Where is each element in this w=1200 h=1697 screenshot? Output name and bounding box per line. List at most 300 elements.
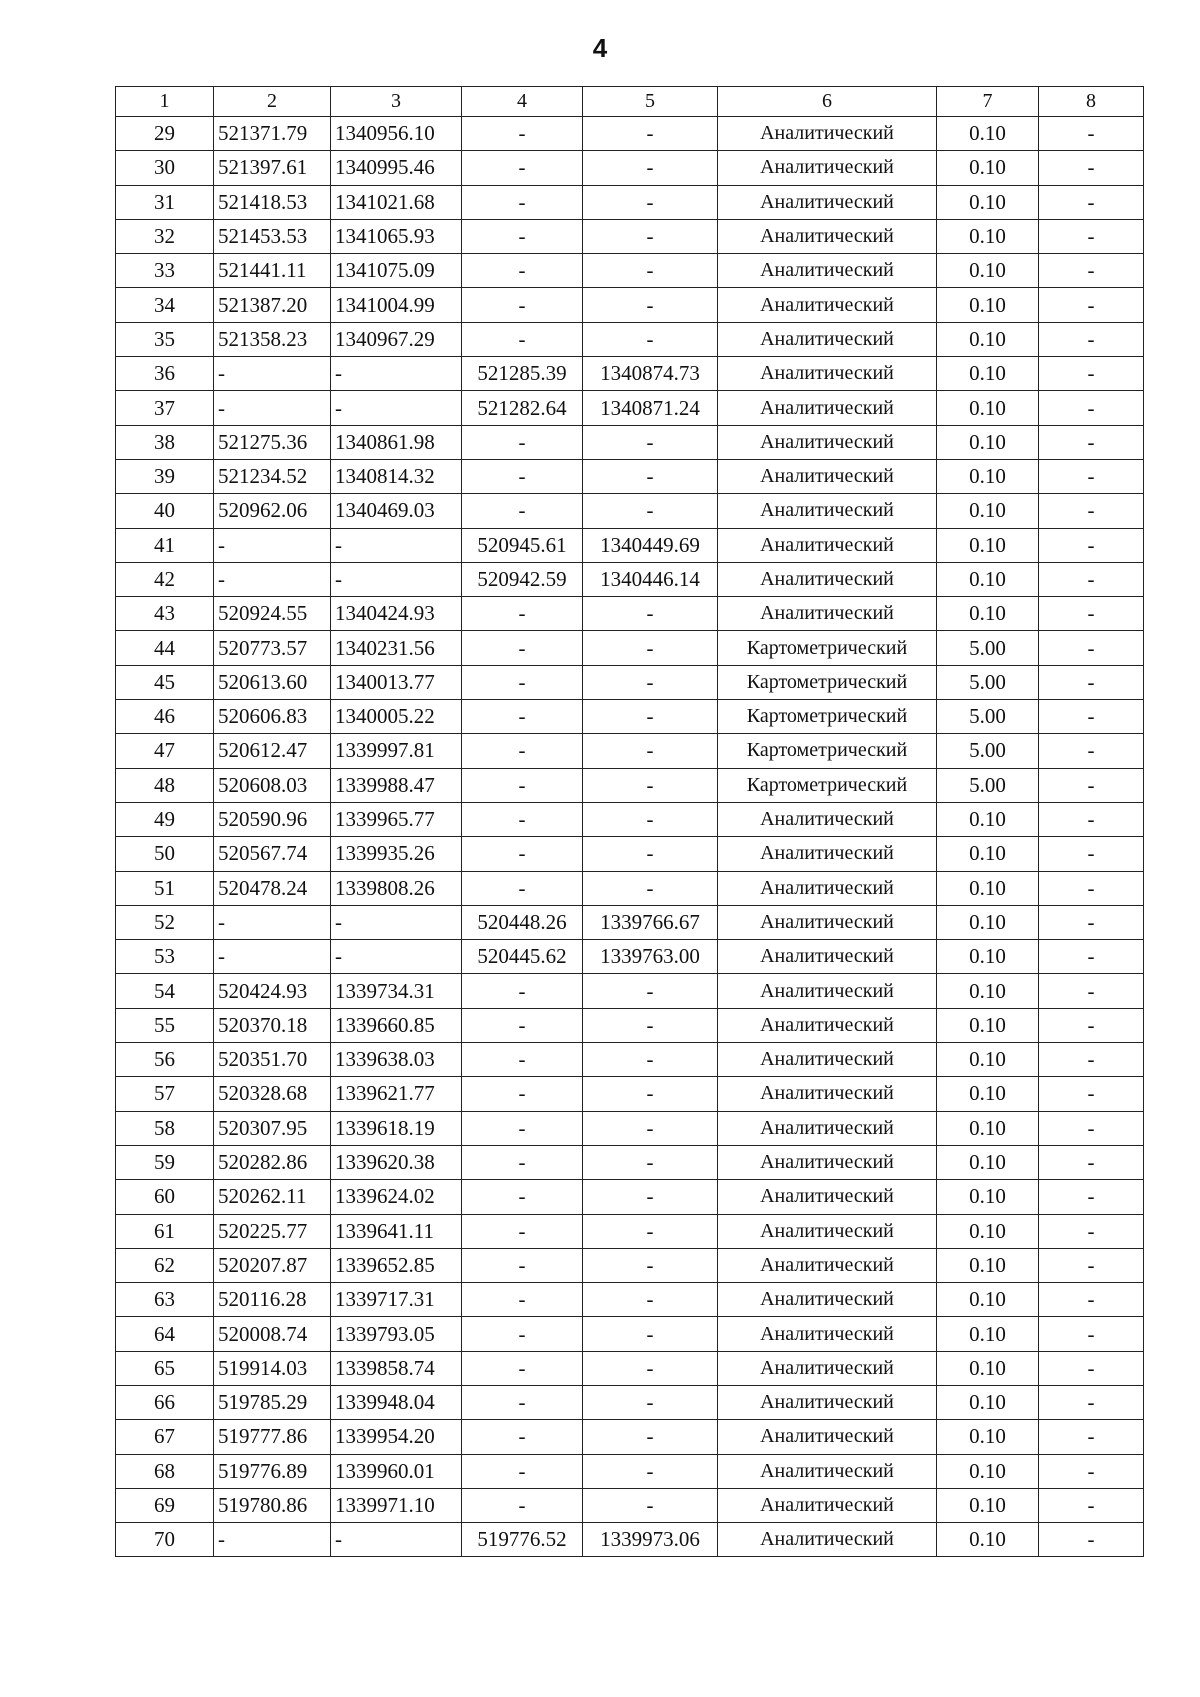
cell-accuracy: 0.10 <box>937 357 1039 391</box>
cell-point-number: 65 <box>116 1351 214 1385</box>
cell-method: Аналитический <box>718 1008 937 1042</box>
page-number: 4 <box>592 33 608 63</box>
cell-accuracy: 0.10 <box>937 1523 1039 1557</box>
cell-y-new: - <box>583 288 718 322</box>
cell-y-new: - <box>583 1077 718 1111</box>
cell-point-number: 35 <box>116 322 214 356</box>
cell-x-old: 521441.11 <box>214 254 331 288</box>
cell-accuracy: 0.10 <box>937 459 1039 493</box>
cell-description: - <box>1039 1214 1144 1248</box>
cell-x-new: - <box>462 665 583 699</box>
table-row <box>116 734 1144 768</box>
cell-y-new: - <box>583 425 718 459</box>
cell-description: - <box>1039 322 1144 356</box>
cell-method: Аналитический <box>718 288 937 322</box>
cell-description: - <box>1039 734 1144 768</box>
table-row <box>116 117 1144 151</box>
table-row <box>116 1385 1144 1419</box>
cell-x-old: 520282.86 <box>214 1145 331 1179</box>
cell-description: - <box>1039 151 1144 185</box>
cell-x-new: - <box>462 1317 583 1351</box>
cell-y-old: 1339935.26 <box>331 837 462 871</box>
table-row <box>116 528 1144 562</box>
cell-point-number: 29 <box>116 117 214 151</box>
cell-method: Аналитический <box>718 871 937 905</box>
cell-y-new: - <box>583 1454 718 1488</box>
table-row <box>116 1351 1144 1385</box>
cell-method: Аналитический <box>718 219 937 253</box>
cell-point-number: 54 <box>116 974 214 1008</box>
cell-x-old: 519776.89 <box>214 1454 331 1488</box>
cell-accuracy: 0.10 <box>937 185 1039 219</box>
cell-point-number: 36 <box>116 357 214 391</box>
cell-x-old: 520567.74 <box>214 837 331 871</box>
cell-point-number: 52 <box>116 905 214 939</box>
cell-description: - <box>1039 1145 1144 1179</box>
cell-method: Аналитический <box>718 459 937 493</box>
cell-x-new: - <box>462 1248 583 1282</box>
cell-x-new: 521282.64 <box>462 391 583 425</box>
cell-x-new: - <box>462 288 583 322</box>
cell-x-new: - <box>462 1111 583 1145</box>
cell-y-old: 1339965.77 <box>331 802 462 836</box>
cell-x-new: 521285.39 <box>462 357 583 391</box>
cell-x-new: - <box>462 1420 583 1454</box>
cell-y-new: - <box>583 1385 718 1419</box>
cell-method: Аналитический <box>718 562 937 596</box>
cell-point-number: 66 <box>116 1385 214 1419</box>
table-row <box>116 1180 1144 1214</box>
cell-method: Картометрический <box>718 665 937 699</box>
cell-method: Аналитический <box>718 1488 937 1522</box>
cell-accuracy: 0.10 <box>937 871 1039 905</box>
cell-point-number: 37 <box>116 391 214 425</box>
cell-x-new: - <box>462 322 583 356</box>
cell-x-old: 520008.74 <box>214 1317 331 1351</box>
cell-y-new: - <box>583 1043 718 1077</box>
cell-y-old: 1341075.09 <box>331 254 462 288</box>
cell-accuracy: 0.10 <box>937 1077 1039 1111</box>
cell-accuracy: 0.10 <box>937 288 1039 322</box>
cell-y-old: 1339997.81 <box>331 734 462 768</box>
cell-y-new: 1339766.67 <box>583 905 718 939</box>
cell-y-new: - <box>583 631 718 665</box>
cell-x-new: - <box>462 117 583 151</box>
cell-y-old: 1340231.56 <box>331 631 462 665</box>
cell-y-old: 1340967.29 <box>331 322 462 356</box>
cell-description: - <box>1039 1385 1144 1419</box>
cell-method: Аналитический <box>718 837 937 871</box>
cell-x-new: - <box>462 425 583 459</box>
cell-description: - <box>1039 459 1144 493</box>
cell-point-number: 69 <box>116 1488 214 1522</box>
cell-x-new: - <box>462 802 583 836</box>
cell-method: Аналитический <box>718 1180 937 1214</box>
cell-y-old: - <box>331 940 462 974</box>
cell-description: - <box>1039 1077 1144 1111</box>
cell-accuracy: 0.10 <box>937 562 1039 596</box>
table-row <box>116 597 1144 631</box>
cell-method: Аналитический <box>718 1454 937 1488</box>
cell-accuracy: 0.10 <box>937 1111 1039 1145</box>
cell-point-number: 31 <box>116 185 214 219</box>
cell-description: - <box>1039 1351 1144 1385</box>
table-row <box>116 1077 1144 1111</box>
cell-x-old: 521387.20 <box>214 288 331 322</box>
cell-y-new: 1339973.06 <box>583 1523 718 1557</box>
cell-description: - <box>1039 1180 1144 1214</box>
cell-method: Аналитический <box>718 940 937 974</box>
cell-x-old: 520590.96 <box>214 802 331 836</box>
table-row <box>116 1043 1144 1077</box>
table-row <box>116 1283 1144 1317</box>
cell-y-new: 1340871.24 <box>583 391 718 425</box>
cell-x-old: - <box>214 905 331 939</box>
table-row <box>116 974 1144 1008</box>
cell-accuracy: 0.10 <box>937 837 1039 871</box>
cell-method: Аналитический <box>718 494 937 528</box>
cell-x-old: - <box>214 940 331 974</box>
cell-y-old: - <box>331 528 462 562</box>
cell-accuracy: 0.10 <box>937 219 1039 253</box>
cell-point-number: 51 <box>116 871 214 905</box>
cell-description: - <box>1039 1420 1144 1454</box>
cell-method: Аналитический <box>718 1145 937 1179</box>
cell-x-new: - <box>462 1145 583 1179</box>
cell-accuracy: 0.10 <box>937 1317 1039 1351</box>
cell-method: Аналитический <box>718 117 937 151</box>
cell-description: - <box>1039 1008 1144 1042</box>
cell-point-number: 40 <box>116 494 214 528</box>
cell-accuracy: 0.10 <box>937 1420 1039 1454</box>
cell-point-number: 56 <box>116 1043 214 1077</box>
cell-description: - <box>1039 768 1144 802</box>
cell-x-new: - <box>462 871 583 905</box>
column-header: 6 <box>718 87 937 117</box>
cell-point-number: 47 <box>116 734 214 768</box>
cell-x-old: 520207.87 <box>214 1248 331 1282</box>
cell-accuracy: 0.10 <box>937 1214 1039 1248</box>
cell-y-old: - <box>331 391 462 425</box>
cell-y-new: - <box>583 185 718 219</box>
cell-accuracy: 5.00 <box>937 768 1039 802</box>
cell-description: - <box>1039 1488 1144 1522</box>
cell-y-new: - <box>583 1145 718 1179</box>
cell-accuracy: 5.00 <box>937 665 1039 699</box>
cell-method: Картометрический <box>718 768 937 802</box>
cell-y-old: 1339638.03 <box>331 1043 462 1077</box>
cell-method: Картометрический <box>718 631 937 665</box>
cell-y-old: 1339621.77 <box>331 1077 462 1111</box>
cell-description: - <box>1039 700 1144 734</box>
cell-x-new: - <box>462 185 583 219</box>
cell-y-old: 1339660.85 <box>331 1008 462 1042</box>
cell-point-number: 62 <box>116 1248 214 1282</box>
column-header: 3 <box>331 87 462 117</box>
cell-point-number: 33 <box>116 254 214 288</box>
cell-y-new: - <box>583 1008 718 1042</box>
cell-method: Аналитический <box>718 254 937 288</box>
table-row <box>116 1523 1144 1557</box>
cell-x-new: - <box>462 1077 583 1111</box>
cell-y-new: - <box>583 117 718 151</box>
cell-accuracy: 0.10 <box>937 905 1039 939</box>
table-row <box>116 1214 1144 1248</box>
cell-x-old: - <box>214 562 331 596</box>
cell-description: - <box>1039 219 1144 253</box>
cell-y-old: 1339652.85 <box>331 1248 462 1282</box>
cell-x-old: 519777.86 <box>214 1420 331 1454</box>
cell-y-old: - <box>331 1523 462 1557</box>
cell-y-old: 1339971.10 <box>331 1488 462 1522</box>
cell-accuracy: 0.10 <box>937 802 1039 836</box>
cell-description: - <box>1039 288 1144 322</box>
cell-x-new: - <box>462 1385 583 1419</box>
cell-accuracy: 0.10 <box>937 1248 1039 1282</box>
cell-x-old: - <box>214 357 331 391</box>
cell-description: - <box>1039 974 1144 1008</box>
coordinates-table <box>115 86 1144 1557</box>
table-row <box>116 151 1144 185</box>
cell-method: Аналитический <box>718 597 937 631</box>
cell-y-new: - <box>583 494 718 528</box>
cell-y-new: - <box>583 768 718 802</box>
cell-y-new: - <box>583 802 718 836</box>
table-row <box>116 905 1144 939</box>
cell-y-old: 1339717.31 <box>331 1283 462 1317</box>
cell-description: - <box>1039 802 1144 836</box>
cell-y-old: - <box>331 905 462 939</box>
cell-y-old: 1340995.46 <box>331 151 462 185</box>
cell-method: Аналитический <box>718 802 937 836</box>
column-header: 1 <box>116 87 214 117</box>
cell-x-old: 519785.29 <box>214 1385 331 1419</box>
cell-accuracy: 0.10 <box>937 322 1039 356</box>
cell-x-new: 520945.61 <box>462 528 583 562</box>
cell-x-new: - <box>462 1488 583 1522</box>
cell-description: - <box>1039 1248 1144 1282</box>
cell-x-old: 520370.18 <box>214 1008 331 1042</box>
cell-method: Аналитический <box>718 357 937 391</box>
cell-point-number: 46 <box>116 700 214 734</box>
column-header: 5 <box>583 87 718 117</box>
table-row <box>116 357 1144 391</box>
cell-x-old: 520606.83 <box>214 700 331 734</box>
cell-y-old: 1339988.47 <box>331 768 462 802</box>
cell-x-old: 520962.06 <box>214 494 331 528</box>
cell-method: Аналитический <box>718 322 937 356</box>
cell-accuracy: 0.10 <box>937 1043 1039 1077</box>
cell-point-number: 55 <box>116 1008 214 1042</box>
cell-description: - <box>1039 117 1144 151</box>
cell-point-number: 44 <box>116 631 214 665</box>
cell-method: Аналитический <box>718 528 937 562</box>
cell-x-old: 521397.61 <box>214 151 331 185</box>
cell-description: - <box>1039 837 1144 871</box>
table-row <box>116 1454 1144 1488</box>
cell-x-new: - <box>462 1351 583 1385</box>
cell-point-number: 53 <box>116 940 214 974</box>
cell-y-new: 1339763.00 <box>583 940 718 974</box>
table-row <box>116 322 1144 356</box>
cell-y-new: - <box>583 322 718 356</box>
cell-accuracy: 0.10 <box>937 494 1039 528</box>
cell-y-new: - <box>583 151 718 185</box>
cell-y-old: 1339948.04 <box>331 1385 462 1419</box>
cell-x-old: 520478.24 <box>214 871 331 905</box>
table-row <box>116 1008 1144 1042</box>
cell-y-new: - <box>583 254 718 288</box>
table-row <box>116 459 1144 493</box>
cell-y-new: - <box>583 597 718 631</box>
cell-accuracy: 0.10 <box>937 391 1039 425</box>
cell-y-new: - <box>583 700 718 734</box>
table-row <box>116 1248 1144 1282</box>
table-row <box>116 1488 1144 1522</box>
cell-point-number: 30 <box>116 151 214 185</box>
cell-x-old: 521234.52 <box>214 459 331 493</box>
cell-x-old: 520613.60 <box>214 665 331 699</box>
cell-description: - <box>1039 1317 1144 1351</box>
cell-x-old: 520225.77 <box>214 1214 331 1248</box>
cell-description: - <box>1039 1523 1144 1557</box>
cell-point-number: 32 <box>116 219 214 253</box>
cell-description: - <box>1039 254 1144 288</box>
cell-x-old: 521418.53 <box>214 185 331 219</box>
cell-point-number: 68 <box>116 1454 214 1488</box>
cell-method: Аналитический <box>718 1351 937 1385</box>
cell-point-number: 41 <box>116 528 214 562</box>
cell-y-new: - <box>583 1488 718 1522</box>
table-row <box>116 1420 1144 1454</box>
cell-x-new: 520942.59 <box>462 562 583 596</box>
cell-method: Аналитический <box>718 185 937 219</box>
cell-point-number: 64 <box>116 1317 214 1351</box>
cell-x-new: - <box>462 837 583 871</box>
table-row <box>116 1317 1144 1351</box>
table-body <box>116 117 1144 1557</box>
table-row <box>116 494 1144 528</box>
cell-point-number: 58 <box>116 1111 214 1145</box>
cell-y-old: - <box>331 562 462 596</box>
cell-x-old: 520424.93 <box>214 974 331 1008</box>
cell-x-new: - <box>462 219 583 253</box>
cell-y-new: - <box>583 734 718 768</box>
cell-description: - <box>1039 1454 1144 1488</box>
cell-x-old: - <box>214 1523 331 1557</box>
cell-y-old: 1339620.38 <box>331 1145 462 1179</box>
cell-y-new: - <box>583 1317 718 1351</box>
cell-method: Аналитический <box>718 1043 937 1077</box>
cell-y-new: - <box>583 837 718 871</box>
cell-x-old: 521358.23 <box>214 322 331 356</box>
table-row <box>116 665 1144 699</box>
cell-point-number: 45 <box>116 665 214 699</box>
cell-accuracy: 0.10 <box>937 1454 1039 1488</box>
cell-description: - <box>1039 597 1144 631</box>
cell-x-new: 519776.52 <box>462 1523 583 1557</box>
table-row <box>116 700 1144 734</box>
cell-x-old: - <box>214 528 331 562</box>
cell-y-new: 1340446.14 <box>583 562 718 596</box>
cell-x-new: - <box>462 1008 583 1042</box>
cell-description: - <box>1039 1043 1144 1077</box>
cell-x-old: 521371.79 <box>214 117 331 151</box>
cell-accuracy: 0.10 <box>937 1283 1039 1317</box>
cell-point-number: 38 <box>116 425 214 459</box>
cell-x-new: - <box>462 1454 583 1488</box>
cell-x-new: 520445.62 <box>462 940 583 974</box>
cell-description: - <box>1039 631 1144 665</box>
cell-description: - <box>1039 357 1144 391</box>
cell-y-old: 1340013.77 <box>331 665 462 699</box>
cell-y-old: 1339618.19 <box>331 1111 462 1145</box>
cell-accuracy: 0.10 <box>937 151 1039 185</box>
cell-description: - <box>1039 494 1144 528</box>
cell-x-old: 520351.70 <box>214 1043 331 1077</box>
cell-point-number: 70 <box>116 1523 214 1557</box>
cell-y-new: 1340449.69 <box>583 528 718 562</box>
cell-method: Картометрический <box>718 734 937 768</box>
cell-accuracy: 0.10 <box>937 254 1039 288</box>
cell-x-new: - <box>462 631 583 665</box>
cell-x-old: 520307.95 <box>214 1111 331 1145</box>
column-header: 8 <box>1039 87 1144 117</box>
cell-x-new: - <box>462 254 583 288</box>
cell-x-new: - <box>462 597 583 631</box>
cell-y-new: - <box>583 1180 718 1214</box>
cell-accuracy: 5.00 <box>937 700 1039 734</box>
cell-x-old: 521275.36 <box>214 425 331 459</box>
cell-method: Аналитический <box>718 1111 937 1145</box>
cell-y-old: 1340861.98 <box>331 425 462 459</box>
cell-accuracy: 0.10 <box>937 1488 1039 1522</box>
cell-point-number: 39 <box>116 459 214 493</box>
cell-y-new: - <box>583 219 718 253</box>
table-row <box>116 185 1144 219</box>
cell-method: Аналитический <box>718 974 937 1008</box>
cell-x-old: 520328.68 <box>214 1077 331 1111</box>
cell-method: Аналитический <box>718 425 937 459</box>
table-row <box>116 562 1144 596</box>
cell-description: - <box>1039 665 1144 699</box>
cell-x-new: - <box>462 459 583 493</box>
table-row <box>116 1111 1144 1145</box>
cell-y-old: 1339793.05 <box>331 1317 462 1351</box>
cell-point-number: 63 <box>116 1283 214 1317</box>
cell-x-old: - <box>214 391 331 425</box>
cell-accuracy: 0.10 <box>937 597 1039 631</box>
table-row <box>116 391 1144 425</box>
cell-point-number: 42 <box>116 562 214 596</box>
cell-point-number: 48 <box>116 768 214 802</box>
cell-y-old: 1339858.74 <box>331 1351 462 1385</box>
cell-y-old: 1339734.31 <box>331 974 462 1008</box>
cell-x-new: - <box>462 700 583 734</box>
cell-accuracy: 0.10 <box>937 117 1039 151</box>
cell-description: - <box>1039 391 1144 425</box>
cell-y-old: 1341065.93 <box>331 219 462 253</box>
cell-x-old: 519780.86 <box>214 1488 331 1522</box>
cell-y-new: - <box>583 1214 718 1248</box>
cell-accuracy: 0.10 <box>937 1145 1039 1179</box>
cell-y-new: - <box>583 1111 718 1145</box>
cell-method: Аналитический <box>718 151 937 185</box>
cell-y-new: - <box>583 665 718 699</box>
table-row <box>116 425 1144 459</box>
cell-y-old: 1339808.26 <box>331 871 462 905</box>
cell-x-old: 519914.03 <box>214 1351 331 1385</box>
